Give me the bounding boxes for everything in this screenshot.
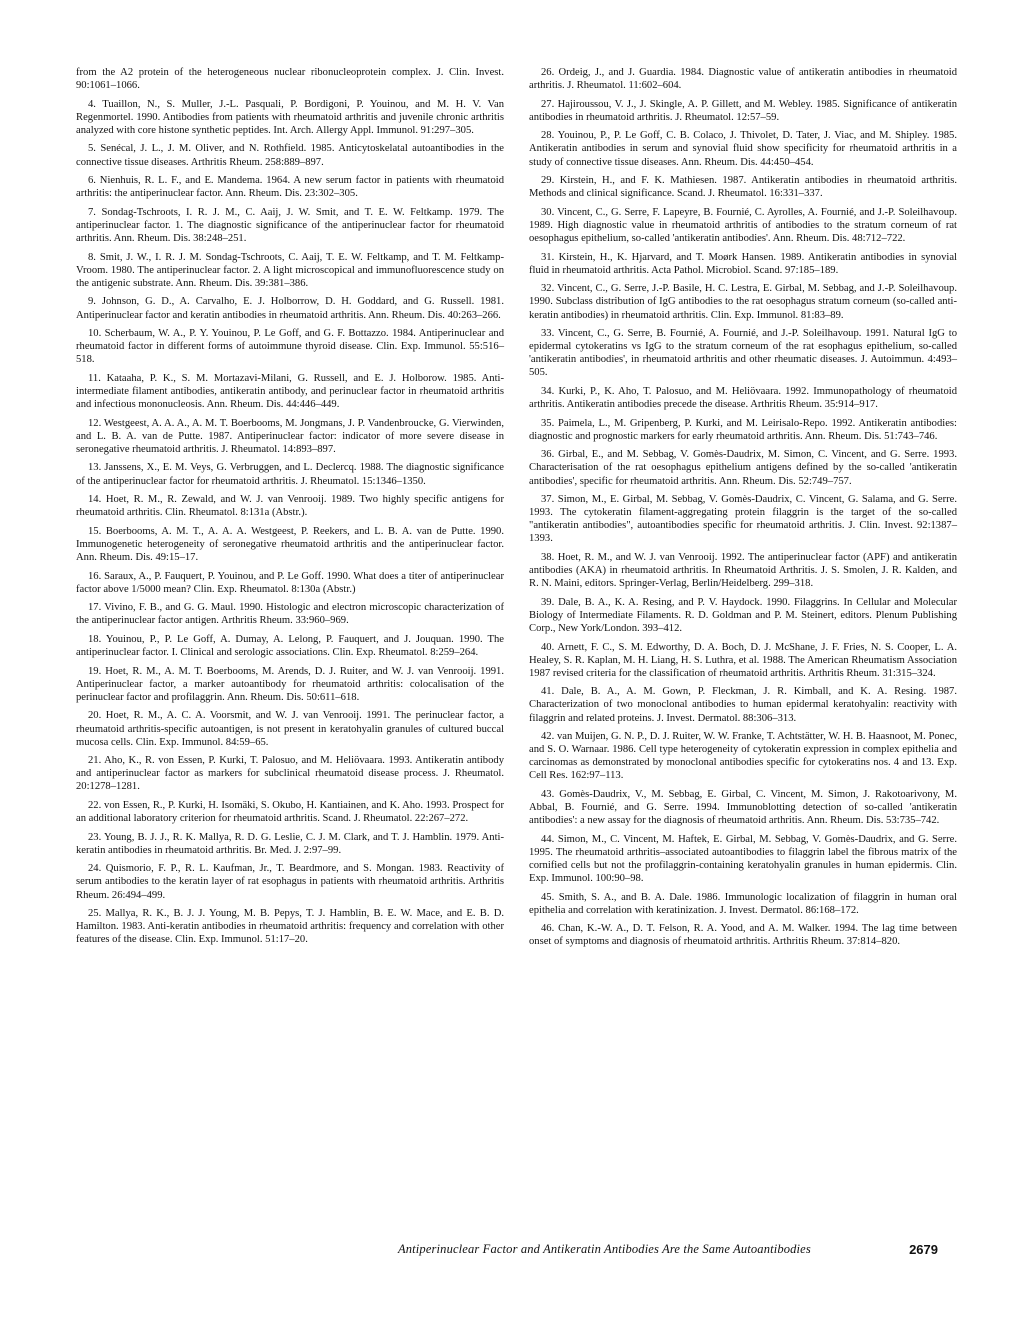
reference-entry: 17. Vivino, F. B., and G. G. Maul. 1990. Histologic and electron microscopic characterization of the antiperinuclear factor antigen. Arthritis Rheum. 33:960–969.: [76, 602, 504, 627]
page-footer: [398, 1242, 946, 1257]
reference-entry: 26. Ordeig, J., and J. Guardia. 1984. Diagnostic value of antikeratin antibodies in rheumatoid arthritis. J. Rheumatol. 11:602–604.: [529, 67, 957, 92]
reference-entry: 19. Hoet, R. M., A. M. T. Boerbooms, M. Arends, D. J. Ruiter, and W. J. van Venrooij. 1991. Antiperinuclear factor, a marker autoantibody for rheumatoid arthritis: colocalisation of the perinuclear factor and profilaggrin. Ann. Rheum. Dis. 50:611–618.: [76, 665, 504, 703]
reference-entry: 18. Youinou, P., P. Le Goff, A. Dumay, A. Lelong, P. Fauquert, and J. Jouquan. 1990. The antiperinuclear factor. I. Clinical and serologic associations. Clin. Exp. Rheumatol. 8:259–264.: [76, 633, 504, 659]
reference-entry: 4. Tuaillon, N., S. Muller, J.-L. Pasquali, P. Bordigoni, P. Youinou, and M. H. V. Van Regenmortel. 1990. Antibodies from patients with rheumatoid arthritis and juvenile chronic arthritis analyzed with core histone synthetic peptides. Int. Arch. Allergy Appl. Immunol. 91:297–305.: [76, 98, 504, 136]
reference-entry: 42. van Muijen, G. N. P., D. J. Ruiter, W. W. Franke, T. Achtstätter, W. H. B. Haasnoot, M. Ponec, and S. O. Warnaar. 1986. Cell type heterogeneity of cytokeratin expression in complex epithelia and carcinomas as demonstrated by monoclonal antibodies specific for cytokeratins nos. 4 and 13. Exp. Cell Res. 162:97–113.: [529, 731, 957, 782]
reference-entry: 11. Kataaha, P. K., S. M. Mortazavi-Milani, G. Russell, and E. J. Holborow. 1985. Anti-intermediate filament antibodies, antikeratin antibody, and perinuclear factor in rheumatoid arthritis and infectious mononucleosis. Ann. Rheum. Dis. 44:446–449.: [76, 372, 504, 411]
reference-entry: 45. Smith, S. A., and B. A. Dale. 1986. Immunologic localization of filaggrin in human oral epithelia and correlation with keratinization. J. Invest. Dermatol. 86:168–172.: [529, 891, 957, 916]
reference-entry: 6. Nienhuis, R. L. F., and E. Mandema. 1964. A new serum factor in patients with rheumatoid arthritis: the antiperinuclear factor. Ann. Rheum. Dis. 23:302–305.: [76, 175, 504, 200]
reference-entry: 39. Dale, B. A., K. A. Resing, and P. V. Haydock. 1990. Filaggrins. In Cellular and Molecular Biology of Intermediate Filaments. R. D. Goldman and P. M. Steinert, editors. Plenum Publishing Corp., New York/London. 393–412.: [529, 596, 957, 634]
reference-entry: 31. Kirstein, H., K. Hjarvard, and T. Moørk Hansen. 1989. Antikeratin antibodies in synovial fluid in rheumatoid arthritis. Acta Pathol. Microbiol. Scand. 97:185–189.: [529, 251, 957, 276]
reference-entry: 20. Hoet, R. M., A. C. A. Voorsmit, and W. J. van Venrooij. 1991. The perinuclear factor, a rheumatoid arthritis-specific autoantigen, is not present in keratohyalin granules of cultured buccal mucosa cells. Clin. Exp. Immunol. 84:59–65.: [76, 710, 504, 748]
reference-entry: 12. Westgeest, A. A. A., A. M. T. Boerbooms, M. Jongmans, J. P. Vandenbroucke, G. Vierwinden, and L. B. A. van de Putte. 1987. Antiperinuclear factor: indicator of more severe disease in seronegative rheumatoid arthritis. J. Rheumatol. 14:893–897.: [76, 417, 504, 455]
reference-entry: 21. Aho, K., R. von Essen, P. Kurki, T. Palosuo, and M. Heliövaara. 1993. Antikeratin antibody and antiperinuclear factor as markers for subclinical rheumatoid disease process. J. Rheumatol. 20:1278–1281.: [76, 755, 504, 793]
reference-entry: 38. Hoet, R. M., and W. J. van Venrooij. 1992. The antiperinuclear factor (APF) and antikeratin antibodies (AKA) in rheumatoid arthritis. In Rheumatoid Arthritis. J. S. Smolen, J. R. Kalden, and R. N. Maini, editors. Springer-Verlag, Berlin/Heidelberg. 299–318.: [529, 552, 957, 590]
reference-entry: 10. Scherbaum, W. A., P. Y. Youinou, P. Le Goff, and G. F. Bottazzo. 1984. Antiperinuclear and rheumatoid factor in different forms of autoimmune thyroid disease. Clin. Exp. Immunol. 55:516–518.: [76, 328, 504, 366]
reference-entry: 28. Youinou, P., P. Le Goff, C. B. Colaco, J. Thivolet, D. Tater, J. Viac, and M. Shipley. 1985. Antikeratin antibodies in serum and synovial fluid show specificity for rheumatoid arthritis in a study of connective tissue diseases. Ann. Rheum. Dis. 44:450–454.: [529, 130, 957, 168]
reference-entry: 32. Vincent, C., G. Serre, J.-P. Basile, H. C. Lestra, E. Girbal, M. Sebbag, and J.-P. Soleilhavoup. 1990. Subclass distribution of IgG antibodies to the rat oesophagus stratum corneum (so-called anti-keratin antibodies) in rheumatoid arthritis. Clin. Exp. Immunol. 81:83–89.: [529, 283, 957, 321]
reference-entry: 36. Girbal, E., and M. Sebbag, V. Gomès-Daudrix, M. Simon, C. Vincent, and G. Serre. 1993. Characterisation of the rat oesophagus epithelium antigens defined by the so-called 'antikeratin antibodies', specific for rheumatoid arthritis. Ann. Rheum. Dis. 52:749–757.: [529, 449, 957, 487]
reference-entry: 22. von Essen, R., P. Kurki, H. Isomäki, S. Okubo, H. Kantiainen, and K. Aho. 1993. Prospect for an additional laboratory criterion for rheumatoid arthritis. Scand. J. Rheumatol. 22:267–272.: [76, 800, 504, 825]
reference-entry: 40. Arnett, F. C., S. M. Edworthy, D. A. Boch, D. J. McShane, J. F. Fries, N. S. Cooper, L. A. Healey, S. R. Kaplan, M. H. Liang, H. S. Luthra, et al. 1988. The American Rheumatism Association 1987 revised criteria for the classification of rheumatoid arthritis. Arthritis Rheum. 31:315–324.: [529, 641, 957, 679]
reference-entry: 46. Chan, K.-W. A., D. T. Felson, R. A. Yood, and A. M. Walker. 1994. The lag time between onset of symptoms and diagnosis of rheumatoid arthritis. Arthritis Rheum. 37:814–820.: [529, 923, 957, 948]
reference-entry: 41. Dale, B. A., A. M. Gown, P. Fleckman, J. R. Kimball, and K. A. Resing. 1987. Characterization of two monoclonal antibodies to human epidermal keratohyalin: reactivity with filaggrin and related proteins. J. Invest. Dermatol. 88:306–313.: [529, 686, 957, 724]
reference-entry: 33. Vincent, C., G. Serre, B. Fournié, A. Fournié, and J.-P. Soleilhavoup. 1991. Natural IgG to epidermal cytokeratins vs IgG to the stratum corneum of the rat esophagus epithelium, so-called 'antikeratin antibodies', in rheumatoid arthritis and other rheumatic diseases. J. Autoimmun. 4:493–505.: [529, 328, 957, 379]
reference-entry: 15. Boerbooms, A. M. T., A. A. A. Westgeest, P. Reekers, and L. B. A. van de Putte. 1990. Immunogenetic heterogeneity of seronegative rheumatoid arthritis and the antiperinuclear factor. Ann. Rheum. Dis. 49:15–17.: [76, 525, 504, 563]
reference-entry: 35. Paimela, L., M. Gripenberg, P. Kurki, and M. Leirisalo-Repo. 1992. Antikeratin antibodies: diagnostic and prognostic markers for early rheumatoid arthritis. Ann. Rheum. Dis. 51:743–746.: [529, 417, 957, 442]
reference-entry: 14. Hoet, R. M., R. Zewald, and W. J. van Venrooij. 1989. Two highly specific antigens for rheumatoid arthritis. Clin. Rheumatol. 8:131a (Abstr.).: [76, 494, 504, 519]
reference-entry: 43. Gomès-Daudrix, V., M. Sebbag, E. Girbal, C. Vincent, M. Simon, J. Rakotoarivony, M. Abbal, B. Fournié, and G. Serre. 1994. Immunoblotting detection of so-called 'antikeratin antibodies': a new assay for the diagnosis of rheumatoid arthritis. Ann. Rheum. Dis. 53:735–742.: [529, 789, 957, 827]
page-number: 2679: [909, 1242, 938, 1257]
reference-entry: 29. Kirstein, H., and F. K. Mathiesen. 1987. Antikeratin antibodies in rheumatoid arthritis. Methods and clinical significance. Scand. J. Rheumatol. 16:331–337.: [529, 175, 957, 200]
references-column-left: [76, 66, 504, 952]
reference-entry: 23. Young, B. J. J., R. K. Mallya, R. D. G. Leslie, C. J. M. Clark, and T. J. Hamblin. 1979. Anti-keratin antibodies in rheumatoid arthritis. Br. Med. J. 2:97–99.: [76, 831, 504, 856]
reference-entry: 24. Quismorio, F. P., R. L. Kaufman, Jr., T. Beardmore, and S. Mongan. 1983. Reactivity of serum antibodies to the keratin layer of rat esophagus in patients with rheumatoid arthritis. Arthritis Rheum. 26:494–499.: [76, 863, 504, 901]
reference-entry: 30. Vincent, C., G. Serre, F. Lapeyre, B. Fournié, C. Ayrolles, A. Fournié, and J.-P. Soleilhavoup. 1989. High diagnostic value in rheumatoid arthritis of antibodies to the stratum corneum of rat oesophagus epithelium, so-called 'antikeratin antibodies'. Ann. Rheum. Dis. 48:712–722.: [529, 206, 957, 245]
reference-entry: 5. Senécal, J. L., J. M. Oliver, and N. Rothfield. 1985. Anticytoskelatal autoantibodies in the connective tissue diseases. Arthritis Rheum. 258:889–897.: [76, 143, 504, 168]
references-column-right: [529, 66, 957, 954]
reference-entry: 27. Hajiroussou, V. J., J. Skingle, A. P. Gillett, and M. Webley. 1985. Significance of antikeratin antibodies in rheumatoid arthritis. J. Rheumatol. 12:57–59.: [529, 98, 957, 123]
reference-entry: from the A2 protein of the heterogeneous nuclear ribonucleoprotein complex. J. Clin. Invest. 90:1061–1066.: [76, 67, 504, 92]
reference-entry: 9. Johnson, G. D., A. Carvalho, E. J. Holborrow, D. H. Goddard, and G. Russell. 1981. Antiperinuclear factor and keratin antibodies in rheumatoid arthritis. Ann. Rheum. Dis. 40:263–266.: [76, 296, 504, 321]
reference-entry: 7. Sondag-Tschroots, I. R. J. M., C. Aaij, J. W. Smit, and T. E. W. Feltkamp. 1979. The antiperinuclear factor. 1. The diagnostic significance of the antiperinuclear factor for rheumatoid arthritis. Ann. Rheum. Dis. 38:248–251.: [76, 206, 504, 245]
reference-entry: 25. Mallya, R. K., B. J. J. Young, M. B. Pepys, T. J. Hamblin, B. E. W. Mace, and E. B. D. Hamilton. 1983. Anti-keratin antibodies in rheumatoid arthritis: frequency and correlation with other features of the disease. Clin. Exp. Immunol. 51:17–20.: [76, 908, 504, 946]
reference-entry: 44. Simon, M., C. Vincent, M. Haftek, E. Girbal, M. Sebbag, V. Gomès-Daudrix, and G. Serre. 1995. The rheumatoid arthritis–associated autoantibodies to filaggrin label the fibrous matrix of the cornified cells but not the profilaggrin-containing keratohyalin granules in human epidermis. Clin. Exp. Immunol. 100:90–98.: [529, 833, 957, 885]
reference-entry: 13. Janssens, X., E. M. Veys, G. Verbruggen, and L. Declercq. 1988. The diagnostic significance of the antiperinuclear factor for rheumatoid arthritis. J. Rheumatol. 15:1346–1350.: [76, 462, 504, 487]
reference-entry: 34. Kurki, P., K. Aho, T. Palosuo, and M. Heliövaara. 1992. Immunopathology of rheumatoid arthritis. Antikeratin antibodies precede the disease. Arthritis Rheum. 35:914–917.: [529, 385, 957, 411]
reference-entry: 37. Simon, M., E. Girbal, M. Sebbag, V. Gomès-Daudrix, C. Vincent, G. Salama, and G. Serre. 1993. The cytokeratin filament-aggregating protein filaggrin is the target of the so-called "antikeratin antibodies", autoantibodies specific for rheumatoid arthritis. J. Clin. Invest. 92:1387–1393.: [529, 494, 957, 545]
running-title: Antiperinuclear Factor and Antikeratin Antibodies Are the Same Autoantibodies: [398, 1242, 811, 1256]
reference-entry: 16. Saraux, A., P. Fauquert, P. Youinou, and P. Le Goff. 1990. What does a titer of antiperinuclear factor above 1/5000 mean? Clin. Exp. Rheumatol. 8:130a (Abstr.): [76, 570, 504, 595]
reference-entry: 8. Smit, J. W., I. R. J. M. Sondag-Tschroots, C. Aaij, T. E. W. Feltkamp, and T. M. Feltkamp-Vroom. 1980. The antiperinuclear factor. 2. A light microscopical and immunofluorescence study on the antigenic substrate. Ann. Rheum. Dis. 39:381–386.: [76, 251, 504, 289]
